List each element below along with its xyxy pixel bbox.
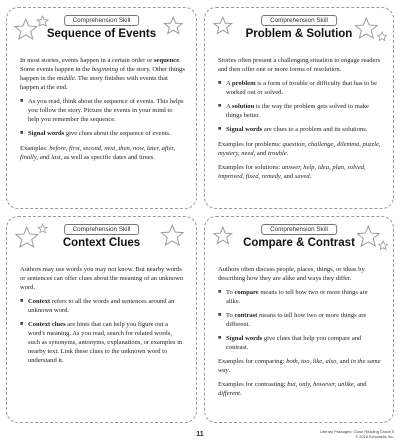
bullet-dot-icon: ■ (20, 98, 24, 105)
skill-tab: Comprehension Skill (261, 224, 337, 235)
bullet-dot-icon: ■ (20, 321, 24, 328)
copyright-footer: Literary Passages: Close Reading Grade 5 © 2018 Scholastic Inc. (320, 429, 394, 440)
examples-paragraph: Examples for problems: question, challenge, dilemma, puzzle, mystery, need, and trouble. (218, 140, 381, 157)
skill-tab: Comprehension Skill (261, 15, 337, 26)
page-number: 11 (196, 431, 204, 438)
skill-tab: Comprehension Skill (64, 15, 140, 26)
bullet-dot-icon: ■ (218, 80, 222, 87)
skill-tab: Comprehension Skill (64, 224, 140, 235)
bullet-dot-icon: ■ (218, 335, 222, 342)
bullet-item: ■ Signal words give clues about the sequence of events. (20, 130, 171, 138)
intro-paragraph: Authors may use words you may not know. But nearby words or sentences can offer clues about the meaning of an unknown word. (20, 266, 184, 292)
card-body (218, 265, 382, 403)
intro-paragraph: In most stories, events happen in a certain order or sequence. Some events happen in the beginning of the story. Other things happen in the middle. The story finishes with events that happen at the end. (20, 57, 185, 92)
card-title: Context Clues (62, 237, 141, 249)
intro-paragraph: Authors often discuss people, places, things, or ideas by describing how they are alike and ways they differ. (218, 266, 365, 283)
card-title: Sequence of Events (46, 28, 157, 40)
card-sequence-of-events (6, 7, 197, 209)
bullet-item: ■ Context clues are hints that can help you figure out a word's meaning. As you read, search for related words, such as synonyms, antonyms, explanations, or examples in nearby text. Link these clues to the unknown word to understand it. (20, 321, 183, 365)
intro-paragraph: Stories often present a challenging situation to engage readers and then offer one or more forms of resolution. (218, 57, 381, 74)
bullet-item: ■ Signal words give clues that help you compare and contrast. (218, 335, 362, 352)
examples-paragraph: Examples for solutions: answer, help, idea, plan, solved, improved, fixed, remedy, and saved. (218, 163, 366, 180)
bullet-dot-icon: ■ (218, 103, 222, 110)
bullet-item: ■ A solution is the way the problem gets solved to make things better. (218, 103, 369, 120)
bullet-dot-icon: ■ (218, 126, 222, 133)
examples-paragraph: Examples for contrasting: but, only, however, unlike, and different. (218, 381, 367, 398)
bullet-dot-icon: ■ (20, 298, 24, 305)
bullet-item: ■ Signal words are clues to a problem and its solutions. (218, 126, 368, 134)
bullet-item: ■ To compare means to tell how two or more things are alike. (218, 289, 368, 306)
bullet-dot-icon: ■ (20, 130, 24, 137)
bullet-dot-icon: ■ (218, 289, 222, 296)
card-problem-solution (204, 7, 394, 209)
card-body (20, 56, 185, 167)
bullet-item: ■ As you read, think about the sequence of events. This helps you follow the story. Picture the events in your mind to help you remember the sequence. (20, 98, 184, 124)
bullet-item: ■ To contrast means to tell how two or more things are different. (218, 312, 367, 329)
examples-paragraph: Examples: before, first, second, next, then, now, later, after, finally, and last, as well as specific dates and times. (20, 144, 175, 161)
bullet-dot-icon: ■ (218, 312, 222, 319)
bullet-item: ■ A problem is a form of trouble or difficulty that has to be worked out or solved. (218, 80, 378, 97)
examples-paragraph: Examples for comparing: both, too, like, also, and in the same way. (218, 358, 381, 375)
card-title: Compare & Contrast (243, 237, 355, 249)
card-body (218, 56, 382, 186)
bullet-item: ■ Context refers to all the words and sentences around an unknown word. (20, 298, 175, 315)
card-context-clues (6, 216, 197, 423)
card-compare-contrast (204, 216, 394, 423)
card-title: Problem & Solution (245, 28, 353, 40)
card-body (20, 265, 185, 370)
